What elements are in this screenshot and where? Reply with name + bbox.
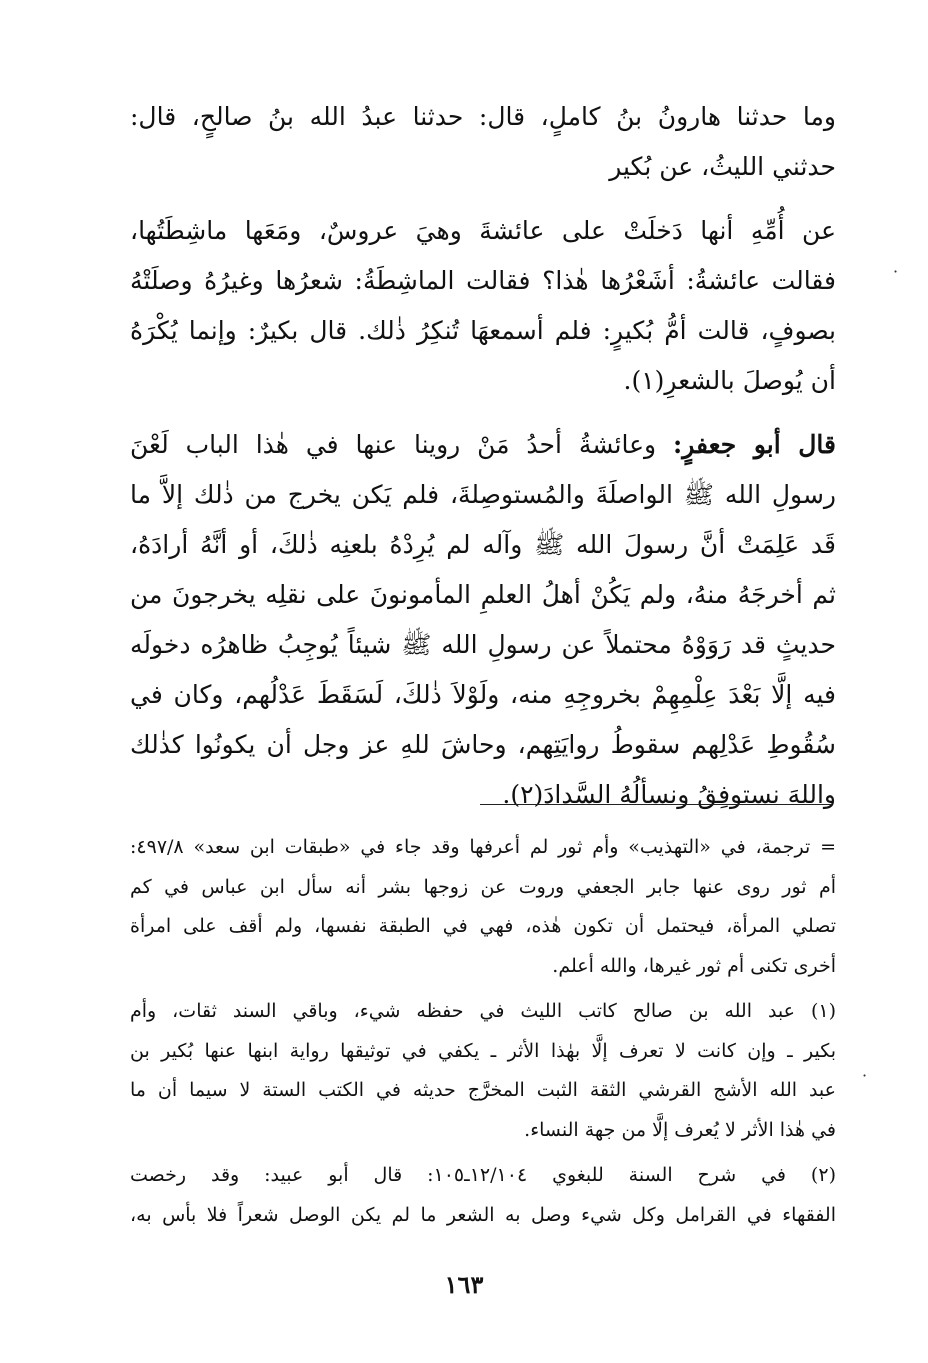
text-line: عن أُمِّهِ أنها دَخلَتْ على عائشةَ وهيَ عروسٌ، ومَعَها ماشِطَتُها، (130, 216, 836, 245)
paragraph-3 (130, 420, 836, 820)
footnote-line: (١) عبد الله بن صالح كاتب الليث في حفظه شيء، وباقي السند ثقات، وأم (130, 1000, 836, 1022)
text-line: قَد عَلِمَتْ أنَّ رسولَ الله ﷺ وآله لم يُرِدْهُ بلعنِه ذٰلكَ، أو أنَّهُ أرادَهُ، (130, 530, 836, 559)
text-line: واللهَ نستوفِقُ ونسألُهُ السَّدادَ(٢). (502, 780, 836, 809)
footnote-line: في هٰذا الأثر لا يُعرف إلَّا من جهة النساء. (524, 1118, 836, 1141)
text-line: بصوفٍ، قالت أمُّ بُكيرٍ: فلم أسمعهَا تُنكِرُ ذٰلك. قال بكيرٌ: وإنما يُكْرَهُ (130, 316, 836, 345)
footnote-line: أخرى تكنى أم ثور غيرها، والله أعلم. (552, 954, 836, 977)
text-line: ثم أخرجَهُ منهُ، ولم يَكُنْ أهلُ العلمِ المأمونونَ على نقلِه يخرجونَ من (130, 580, 836, 609)
footnote-line: تصلي المرأة، فيحتمل أن تكون هٰذه، فهي في الطبقة نفسها، ولم أقف على امرأة (130, 915, 836, 937)
text-span: وعائشةُ أحدُ مَنْ روينا عنها في هٰذا الباب لَعْنَ (130, 430, 657, 459)
page-number: ١٦٣ (444, 1270, 484, 1299)
main-text (130, 92, 836, 820)
text-line (130, 420, 836, 470)
footnote-line: = ترجمة، في «التهذيب» وأم ثور لم أعرفها وقد جاء في «طبقات ابن سعد» ٤٩٧/٨: (130, 836, 836, 858)
text-line: رسولِ الله ﷺ الواصلَةَ والمُستوصِلةَ، فلم يَكن يخرج من ذٰلك إلاَّ ما (130, 480, 836, 509)
footnote-2 (130, 1156, 836, 1235)
margin-dot: · (862, 1066, 868, 1085)
footnote-line: أم ثور روى عنها جابر الجعفي وروت عن زوجها بشر أنه سأل ابن عباس في كم (130, 875, 836, 898)
footnote-line: عبد الله الأشج القرشي الثقة الثبت المخرَّج حديثه في الكتب الستة لا سيما أن ما (130, 1079, 836, 1101)
footnotes (130, 828, 836, 1235)
footnote-line: الفقهاء في القرامل وكل شيء وصل به الشعر ما لم يكن الوصل شعراً فلا بأس به، (130, 1203, 836, 1226)
footnote-line: (٢) في شرح السنة للبغوي ١٢/١٠٤ـ١٠٥: قال أبو عبيد: وقد رخصت (130, 1164, 836, 1186)
text-line: فقالت عائشةُ: أشَعْرُها هٰذا؟ فقالت الماشِطَةُ: شعرُها وغيرُهُ وصلَتْهُ (130, 266, 836, 295)
text-line: أن يُوصلَ بالشعرِ(١). (623, 366, 836, 395)
text-line: وما حدثنا هارونُ بنُ كاملٍ، قال: حدثنا عبدُ الله بنُ صالحٍ، قال: (130, 102, 836, 131)
footnote-divider (480, 804, 832, 805)
speaker-lead: قال أبو جعفرٍ: (673, 430, 836, 459)
footnote-continued (130, 828, 836, 986)
paragraph-1 (130, 92, 836, 192)
footnote-line: بكير ـ وإن كانت لا تعرف إلَّا بهٰذا الأثر ـ يكفي في توثيقها رواية ابنها عنها بُكير بن (130, 1039, 836, 1062)
text-line: سُقُوطِ عَدْلِهم سقوطُ روايَتِهم، وحاشَ للهِ عز وجل أن يكونُوا كذٰلك (130, 730, 836, 759)
margin-dot: · (893, 262, 899, 281)
text-line: حدثني الليثُ، عن بُكير (609, 152, 836, 181)
footnote-1 (130, 992, 836, 1150)
text-line: حديثٍ قد رَوَوْهُ محتملاً عن رسولِ الله ﷺ شيئاً يُوجِبُ ظاهرُه دخولَه (130, 630, 836, 659)
text-line: فيه إلَّا بَعْدَ عِلْمِهِمْ بخروجِهِ منه، ولَوْلاَ ذٰلكَ، لَسَقَطَ عَدْلُهم، وكان في (130, 680, 836, 709)
paragraph-2 (130, 206, 836, 406)
